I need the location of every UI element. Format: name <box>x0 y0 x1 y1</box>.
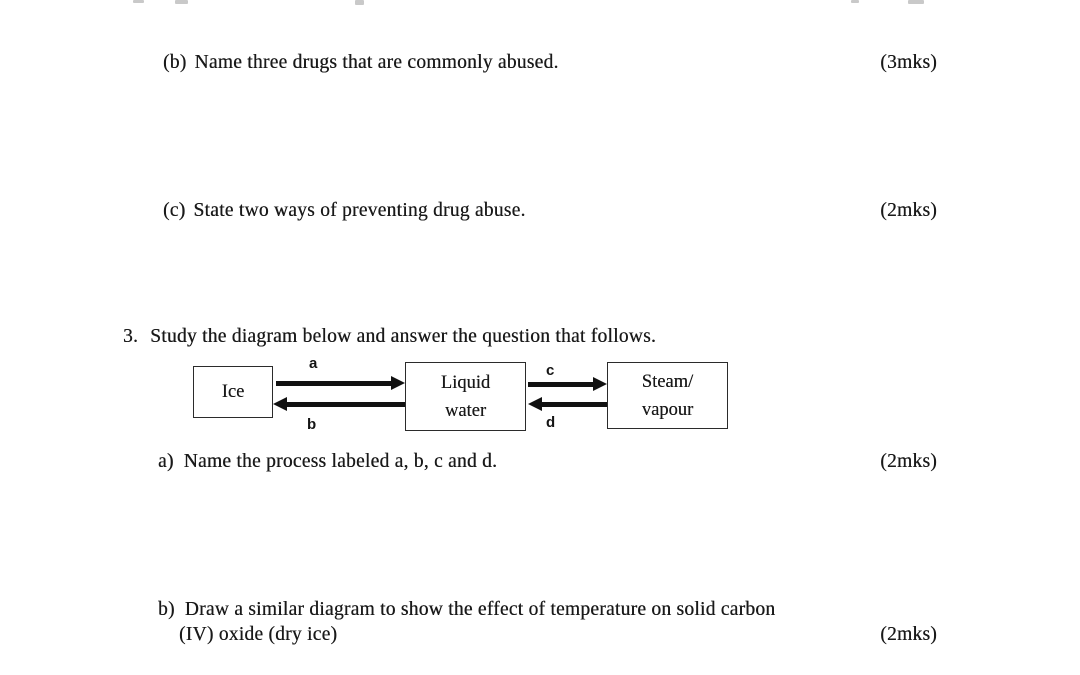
question-3b-line1 <box>158 599 775 621</box>
diagram-box-liquid-water <box>405 362 526 431</box>
question-part-b-label: (b) <box>163 52 187 73</box>
arrow-b-label: b <box>307 416 317 433</box>
question-3-intro-text: Study the diagram below and answer the question that follows. <box>150 326 657 347</box>
question-3a-row <box>158 451 937 473</box>
diagram-box-steam-vapour-line1: Steam/ <box>641 371 694 392</box>
diagram-box-steam-vapour-line2: vapour <box>641 399 694 420</box>
diagram-box-liquid-water-line2: water <box>444 400 487 421</box>
question-3b-line1-row <box>158 599 937 621</box>
cropped-text-remnant <box>175 0 188 4</box>
question-3-number: 3. <box>123 326 139 347</box>
question-3b-marks: (2mks) <box>880 624 937 645</box>
question-part-b <box>163 52 559 74</box>
arrow-c-shaft <box>528 382 593 387</box>
arrow-left-icon <box>528 397 542 411</box>
question-3b-text-line1: Draw a similar diagram to show the effect of temperature on solid carbon <box>184 599 776 620</box>
cropped-text-remnant <box>851 0 859 3</box>
question-3b-line2-row <box>179 624 937 646</box>
cropped-text-remnant <box>908 0 924 4</box>
question-3a-label: a) <box>158 451 174 472</box>
diagram-box-steam-vapour <box>607 362 728 429</box>
arrow-d-shaft <box>542 402 607 407</box>
question-3-intro <box>123 326 656 348</box>
question-part-c-text: State two ways of preventing drug abuse. <box>193 200 526 221</box>
question-part-c-row <box>163 200 937 222</box>
arrow-b-shaft <box>287 402 405 407</box>
arrow-c-label: c <box>546 362 555 379</box>
arrow-right-icon <box>593 377 607 391</box>
question-part-c-marks: (2mks) <box>880 200 937 221</box>
question-3-intro-row <box>123 326 656 348</box>
question-part-b-row <box>163 52 937 74</box>
question-3b-text-line2: (IV) oxide (dry ice) <box>179 624 338 645</box>
question-3a-marks: (2mks) <box>880 451 937 472</box>
arrow-right-icon <box>391 376 405 390</box>
arrow-left-icon <box>273 397 287 411</box>
question-3b-label: b) <box>158 599 175 620</box>
question-part-b-marks: (3mks) <box>880 52 937 73</box>
arrow-a-shaft <box>276 381 392 386</box>
diagram-box-ice <box>193 366 273 418</box>
diagram-box-liquid-water-line1: Liquid <box>440 372 491 393</box>
arrow-a-label: a <box>309 355 318 372</box>
question-part-c <box>163 200 526 222</box>
cropped-text-remnant <box>133 0 144 3</box>
arrow-d-label: d <box>546 414 556 431</box>
question-part-b-text: Name three drugs that are commonly abused. <box>194 52 559 73</box>
question-3a <box>158 451 497 473</box>
diagram-box-ice-label: Ice <box>221 382 245 402</box>
question-part-c-label: (c) <box>163 200 186 221</box>
cropped-text-remnant <box>355 0 364 5</box>
question-3a-text: Name the process labeled a, b, c and d. <box>183 451 498 472</box>
